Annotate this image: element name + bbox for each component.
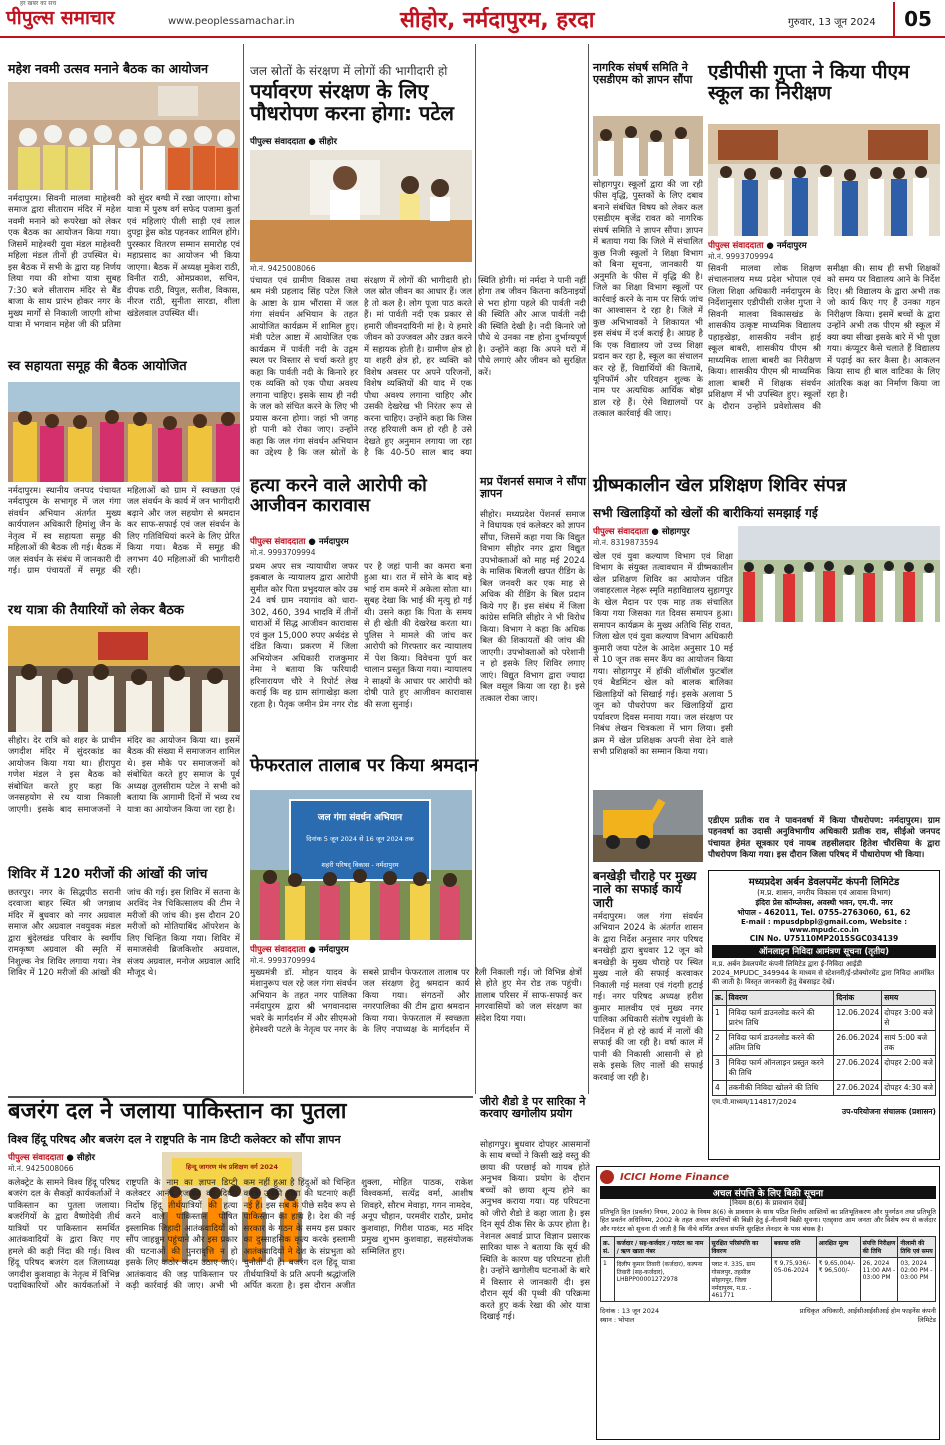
table-cell: प्लाट नं. 335, ग्राम गोसलपुर, तहसील सोहागपुर, जिला नर्मदापुरम, म.प्र. - 461771 — [709, 1258, 771, 1302]
photo-rath-yatra-meeting — [8, 626, 240, 732]
article-kicker-water: जल स्रोतों के संरक्षण में लोगों की भागीदारी हो — [250, 64, 448, 78]
tender-col-desc: विवरण — [726, 991, 834, 1006]
icici-intro: प्रतिभूति हित (प्रवर्तन) नियम, 2002 के नियम 8(6) के प्रावधान के साथ पठित वित्तीय आस्तियों का प्रतिभूतिकरण और पुनर्गठन तथा प्रतिभूति हित प्रवर्तन अधिनियम, 2002 के तहत अचल संपत्तियों की बिक्री हेतु ई-नीलामी बिक्री सूचना। एतद्द्वारा आम जनता और विशेष रूप से कर्जदार और गारंटर को सूचना दी जाती है कि नीचे वर्णित अचल संपत्ति सुरक्षित लेनदार के पास बंधक है। — [600, 1208, 936, 1233]
table-cell: 2 — [713, 1031, 727, 1056]
byline-place: नर्मदापुरम — [318, 537, 349, 547]
table-cell: निविदा फार्म ऑनलाइन प्रस्तुत करने की तिथि — [726, 1056, 834, 1081]
article-title-environment: पर्यावरण संरक्षण के लिए पौधरोपण करना होगा: पटेल — [250, 79, 454, 126]
table-cell: सायं 5:00 बजे तक — [882, 1031, 936, 1056]
article-body-adpc-gupta: सिवनी मालवा लोक शिक्षण संचालनालय मध्य प्रदेश भोपाल एवं जिला शिक्षा अधिकारी नर्मदापुरम के निर्देशानुसार एडीपीसी राजेश गुप्ता ने सिवनी मालवा विकासखंड के शासकीय उत्कृष्ट माध्यमिक विद्यालय पहाड़खेड़ा, शासकीय नवीन हाई स्कूल बाबरी, शासकीय पीएम श्री माध्यमिक शाला बाबरी का निरीक्षण किया। शासकीय पीएम श्री माध्यमिक शाला बाबरी में शिक्षक संवर्धन प्रशिक्षण में भी उपस्थित हुए। स्कूलों के दौरान उन्होंने प्रवेशोत्सव की समीक्षा की। साथ ही सभी शिक्षकों को समय पर विद्यालय आने के निर्देश दिए। श्री विद्यालय के द्वारा अभी तक जो कार्य किए गए हैं उनका गहन निरीक्षण किया। इसमें बच्चों के द्वारा उन्होंने अभी तक पीएम श्री स्कूल में क्या क्या सीखा इसके बारे में भी पूछा गया। कंप्यूटर कैसे चलाते हैं विद्यालय में पढ़ाई का स्तर कैसा है। आकलन किया साथ ही बाल वाटिका के लिए आंतरिक कक्ष का निर्माण किया जा रहा है। — [708, 264, 940, 412]
icici-table — [600, 1236, 936, 1302]
byline-place: सीहोर — [318, 137, 337, 147]
article-body-zero-shadow: सोहागपुर। बुधवार दोपहर आसमानों के साथ बच्चों ने किसी खड़े वस्तु की छाया की परछाई को गायब होते अनुभव किया। प्रयोग के दौरान बच्चों को छाया शून्य होने का अनुभव कराया गया। यह परिघटना को जीरो शैडो डे कहा जाता है। इस दिन सूर्य ठीक सिर के ऊपर होता है। नेशनल अवार्ड प्राप्त विज्ञान प्रसारक सारिका घारू ने बताया कि सूर्य की स्थिति के कारण यह परिघटना होती है। उन्होंने खगोलीय घटनाओं के बारे में विस्तार से जानकारी दी। इस दौरान सूर्य की पृथ्वी की परिक्रमा करते हुए कर्क रेखा की ओर यात्रा दिखाई गई। — [480, 1140, 590, 1323]
table-cell: 3 — [713, 1056, 727, 1081]
column-divider — [243, 44, 244, 1094]
table-cell: ₹ 9,75,936/- 05-06-2024 — [771, 1258, 816, 1302]
column-divider — [475, 44, 476, 1094]
column-divider — [588, 44, 589, 1094]
article-title-bajrang-dal: बजरंग दल ने जलाया पाकिस्तान का पुतला — [8, 1099, 347, 1124]
byline-bajrang-dal: पीपुल्स संवाददाता ● सीहोर — [8, 1153, 95, 1163]
table-cell: निविदा फार्म डाउनलोड करने की अंतिम तिथि — [726, 1031, 834, 1056]
photo-pm-school — [708, 124, 940, 236]
article-body-self-help-group: नर्मदापुरम। स्थानीय जनपद पंचायत नर्मदापुरम के सभागृह में जल गंगा संवर्धन अभियान अंतर्गत मुख्य कार्यपालन अधिकारी हिमांशु जैन के नेतृत्व में स्व सहायता समूह की महिलाओं की बैठक ली गई। बैठक में जल संवर्धन के संबंध में जानकारी दी गई। ग्राम पंचायतों में समूह की महिलाओं को ग्राम में स्वच्छता एवं जल संवर्धन के कार्य में जन भागीदारी बढ़ाने और जल सहयोग से श्रमदान कर साफ-सफाई एवं जल संवर्धन के लिए गतिविधियां करने के लिए प्रेरित किया गया। बैठक में समूह की लगभग 40 महिलाओं की भागीदारी रही। — [8, 486, 240, 577]
table-cell: 26.06.2024 — [834, 1031, 882, 1056]
byline-summer-camp: पीपुल्स संवाददाता ● सोहागपुर — [593, 527, 690, 537]
table-cell: दिलीप कुमार तिवारी (कर्जदार), कल्पना तिवारी (सह-कर्जदार), LHBPP00001272978 — [614, 1258, 709, 1302]
logo-tagline: हर खबर का सच — [20, 0, 57, 7]
photo-minister-patel — [250, 150, 472, 262]
icici-col: क्र. सं. — [601, 1237, 615, 1258]
article-body-rath-yatra: सीहोर। देर रात्रि को शहर के प्राचीन जगदीश मंदिर में सुंदरकांड का आयोजन किया गया था। हीरापुरा गणेश मंडल ने इस बैठक को संबोधित करते हुए कहा कि जनसहयोग से रथ यात्रा निकाली जाएगी। इसके बाद समाजजनों ने मंदिर का आयोजन किया था। इसमें बैठक की संख्या में समाजजन शामिल थे। इस मौके पर समाजजनों को संबोधित करते हुए समाज के पूर्व अध्यक्ष तुलसीराम पटेल ने सभी को बताया कि आगामी दिनों में भव्य रथ यात्रा का आयोजन किया जा रहा है। — [8, 736, 240, 815]
byline-place: नर्मदापुरम — [776, 241, 807, 251]
tender-ref: एम.पी.माध्यम/114817/2024 — [712, 1098, 797, 1107]
article-title-fefartal: फेफरताल तालाब पर किया श्रमदान — [250, 755, 479, 776]
photo-memorandum — [593, 116, 703, 176]
byline-place: सीहोर — [76, 1153, 95, 1163]
icici-title: अचल संपत्ति के लिए बिक्री सूचना — [600, 1186, 936, 1199]
district-heading: सीहोर, नर्मदापुरम, हरदा — [400, 8, 595, 33]
table-cell: ₹ 9,65,004/- ₹ 96,500/- — [816, 1258, 860, 1302]
icici-date: दिनांक : 13 जून 2024 — [600, 1307, 660, 1316]
article-title-murder-verdict: हत्या करने वाले आरोपी को आजीवन कारावास — [250, 475, 427, 517]
table-cell: 4 — [713, 1081, 727, 1096]
table-cell: 27.06.2024 — [834, 1081, 882, 1096]
tender-cin: CIN No. U75110MP2015SGC034139 — [749, 934, 899, 943]
article-title-nagrik-sangharsh: नागरिक संघर्ष समिति ने एसडीएम को ज्ञापन सौंपा — [593, 61, 693, 87]
article-body-murder-verdict: प्रथम अपर सत्र न्यायाधीश जफर इकबाल के न्यायालय द्वारा आरोपी सुमीत कोर पिता प्रभुदयाल कोर उम्र 24 वर्ष ग्राम नयागांव को धारा- 302, 460, 394 भादवि में तीनों धाराओं में सिद्ध आजीवन कारावास एवं कुल 15,000 रुपए अर्थदंड से दंडित किया। प्रकरण में जिला अभियोजन अधिकारी राजकुमार नेमा ने बताया कि फरियादी हरिनारायण चौरे ने रिपोर्ट लेख कराई कि वह ग्राम सांगाखेड़ा कला रहता है। पैतृक जमीन प्रेम नगर रोड पर है जहां पानी का कमरा बना हुआ था। रात में सोने के बाद बड़े भाई राम कमरे में अकेला सोता था। सुबह देखा कि भाई की मृत्यु हो गई थी। उसने कहा कि पिता के समय से ही खेती की देखरेख करता था। पुलिस ने मामले की जांच कर आरोपी को गिरफ्तार कर न्यायालय में पेश किया। विवेचना पूर्ण कर चालान प्रस्तुत किया गया। न्यायालय ने साक्ष्यों के आधार पर आरोपी को दोषी पाते हुए आजीवन कारावास की सजा सुनाई। — [250, 562, 472, 710]
article-body-summer-camp: खेल एवं युवा कल्याण विभाग एवं शिक्षा विभाग के संयुक्त तत्वावधान में ग्रीष्मकालीन खेल प्रशिक्षण शिविर का आयोजन पंडित जवाहरलाल नेहरू स्मृति महाविद्यालय सुहागपुर के खेल मैदान पर एक माह तक संचालित किया गया जिसका गत दिवस समापन हुआ। समापन कार्यक्रम के मुख्य अतिथि सिंह रावत, जिला खेल एवं युवा कल्याण विभाग अधिकारी कुमारी जया पटेल के आदेश अनुसार 10 मई से 10 जून तक समर कैंप का आयोजन किया गया। सोहागपुर में हॉकी वॉलीबॉल फुटबॉल एवं बैडमिंटन खेल को बालक बालिका खिलाड़ियों को सिखाई गई। इसके अलावा 5 जून को पौधरोपण कर खिलाड़ियों द्वारा पर्यावरण दिवस मनाया गया। जल संरक्षण पर निबंध लेखन चित्रकला में भाग लिया। इसी क्रम में खेल प्रशिक्षक अपनी सेवा देने वाले सभी प्रशिक्षकों का सम्मान किया गया। — [593, 552, 733, 757]
article-subtitle-summer-camp: सभी खिलाड़ियों को खेलों की बारीकियां समझाई गई — [593, 506, 818, 520]
byline-murder-verdict: पीपुल्स संवाददाता ● नर्मदापुरम — [250, 537, 349, 547]
table-cell: तकनीकी निविदा खोलने की तिथि — [726, 1081, 834, 1096]
table-cell: दोपहर 4:30 बजे — [882, 1081, 936, 1096]
article-title-pensioners: मप्र पेंशनर्स समाज ने सौंपा ज्ञापन — [480, 475, 586, 501]
article-title-rath-yatra: रथ यात्रा की तैयारियों को लेकर बैठक — [8, 603, 184, 618]
tender-notice-box — [708, 870, 940, 1160]
icici-place: स्थान : भोपाल — [600, 1316, 635, 1325]
article-title-bankhedi-drain: बनखेड़ी चौराहे पर मुख्य नाले का सफाई कार्य जारी — [593, 869, 697, 910]
icici-logo-icon — [600, 1170, 614, 1184]
table-row — [713, 1081, 936, 1096]
article-body-fefartal: मुख्यमंत्री डॉ. मोहन यादव के मंशानुरूप चल रहे जल गंगा संवर्धन अभियान के तहत नगर पालिका नर्मदापुरम द्वारा श्री भगवानदास भवरे के मार्गदर्शन में और सीएमओ हेमेश्वरी पटले के नेतृत्व पर नगर के सबसे प्राचीन फेफरताल तालाब पर जल संरक्षण हेतु श्रमदान कार्य किया गया। संगठनों और नगरपालिका की टीम द्वारा श्रमदान किया गया। फेफरताल में स्वच्छता के लिए नपाध्यक्ष के मार्गदर्शन में रैली निकाली गई। जो विभिन्न क्षेत्रों से होते हुए मेन रोड तक पहुंची। तालाब परिसर में साफ-सफाई कर नगरवासियों को जल संरक्षण का संदेश दिया गया। — [250, 968, 582, 1036]
article-body-bankhedi-drain: नर्मदापुरम। जल गंगा संवर्धन अभियान 2024 के अंतर्गत शासन के द्वारा निर्देश अनुसार नगर परिषद बनखेड़ी द्वारा बुधवार 12 जून को बनखेड़ी के मुख्य चौराहे पर स्थित मुख्य नाले की सफाई करवाकर निकाली गई मलवा एवं गंदगी हटाई गई। नगर परिषद अध्यक्ष हरीश कुमार मालवीय एवं मुख्य नगर पालिका अधिकारी संतोष रघुवंशी के निर्देशन में हो रहे कार्य में नालों की सफाई की जा रही है। वर्षा काल में पानी की निकासी आसानी से हो सके इसके लिए नालों की सफाई करवाई जा रही है। — [593, 912, 703, 1083]
table-cell: 12.06.2024 — [834, 1006, 882, 1031]
tender-email: E-mail : mpusdpbpl@gmail.com, Website : www.mpudc.co.in — [740, 918, 908, 934]
tender-table — [712, 990, 936, 1096]
tender-address: इंदिरा प्रेस कॉम्प्लेक्स, अवस्थी भवन, एम.पी. नगर — [755, 898, 893, 907]
tender-heading: ऑनलाइन निविदा आमंत्रण सूचना (तृतीय) — [712, 945, 936, 958]
photo-shg-meeting — [8, 382, 240, 482]
website-link[interactable]: www.peoplessamachar.in — [168, 16, 295, 27]
icici-col: संपत्ति निरीक्षण की तिथि — [860, 1237, 898, 1258]
tender-col-time: समय — [882, 991, 936, 1006]
reporter-mobile: मो.नं. 9993709994 — [250, 548, 316, 557]
article-title-adpc-gupta: एडीपीसी गुप्ता ने किया पीएम स्कूल का निरीक्षण — [708, 61, 910, 105]
byline-place: सोहागपुर — [661, 527, 690, 537]
article-body-mahesh-navami: नर्मदापुरम। सिवनी मालवा माहेश्वरी समाज द्वारा सीताराम मंदिर में महेश नवमी मनाने को रूपरेखा को लेकर एक बैठक का आयोजन किया गया। जिसमें माहेश्वरी युवा मंडल माहेश्वरी महिला मंडल तीनों ही उपस्थित थे। इस बैठक में सभी के द्वारा यह निर्णय लिया गया की शोभा यात्रा सुबह 7:30 बजे सीताराम मंदिर से बैंड बाजा के साथ प्रारंभ होकर नगर के मुख्य मार्गों से निकाली जाएगी शोभा यात्रा में भगवान महेश जी की प्रतिमा को सुंदर बग्घी में रखा जाएगा। शोभा यात्रा में पुरुष वर्ग सफेद पजामा कुर्ता एवं महिलाएं पीली साड़ी एवं लाल दुपट्टा ड्रेस कोड पहनकर शामिल होंगे। पुरस्कार वितरण सम्मान समारोह एवं महाप्रसाद का आयोजन भी किया जाएगा। बैठक में अध्यक्ष मुकेश राठी, विनीत राठी, ओमप्रकाश, सचिन, दीपक राठी, विपुल, सतीश, विकास, नीरज राठी, सुनीता सारडा, शीला खंडेलवाल उपस्थित थीं। — [8, 194, 240, 331]
table-row — [713, 1031, 936, 1056]
table-cell: 27.06.2024 — [834, 1056, 882, 1081]
table-cell: दोपहर 3:00 बजे से — [882, 1006, 936, 1031]
banner-jal-ganga: जल गंगा संवर्धन अभियान — [317, 813, 403, 823]
byline-adpc-gupta: पीपुल्स संवाददाता ● नर्मदापुरम — [708, 241, 807, 251]
banner-hindu-jagran: हिन्दू जागरण मंच प्रशिक्षण वर्ग 2024 — [186, 1163, 278, 1171]
table-cell: 03, 2024 02:00 PM - 03:00 PM — [898, 1258, 936, 1302]
table-cell: 26, 2024 11:00 AM - 03:00 PM — [860, 1258, 898, 1302]
article-title-summer-camp: ग्रीष्मकालीन खेल प्रशिक्षण शिविर संपन्न — [593, 475, 847, 496]
icici-footer — [600, 1306, 936, 1324]
article-body-summer-camp-continued — [738, 626, 940, 808]
tender-col-no: क्र. — [713, 991, 727, 1006]
article-title-mahesh-navami: महेश नवमी उत्सव मनाने बैठक का आयोजन — [8, 61, 209, 76]
table-row — [713, 1056, 936, 1081]
photo-fefartal-shramdan — [250, 790, 472, 940]
photo-mahesh-meeting — [8, 82, 240, 190]
icici-subtitle: [नियम 8(6) के प्रावधान देखें] — [729, 1199, 807, 1207]
reporter-mobile: मो.नं. 9425008066 — [8, 1164, 74, 1173]
article-body-environment: पंचायत एवं ग्रामीण विकास तथा श्रम मंत्री प्रहलाद सिंह पटेल जिले के आष्टा के ग्राम भौंरासा में जल गंगा संवर्धन अभियान के तहत आयोजित कार्यक्रम में शामिल हुए। मंत्री पटेल आष्टा में आयोजित एक कार्यक्रम में पार्वती नदी के उद्गम स्थल पर विस्तार से चर्चा करते हुए कहा कि पार्वती नदी के किनारे हर एक व्यक्ति को एक पौधा अवश्य लगाना चाहिए। इसके साथ ही नदी के जल को संचित करने के लिए भी प्रयास करना होगा। जहां भी जगह हो पानी को रोका जाए। उन्होंने कहा कि जल गंगा संवर्धन अभियान का उद्देश्य है कि जल स्रोतों के संरक्षण में लोगों की भागीदारी हो। जल स्रोत जीवन का आधार हैं। जल है तो कल है। लोग पूजा पाठ करते हैं। मां पार्वती नदी एक प्रकार से हमारी जीवनदायिनी मां है। ये हमारे जीवन को उज्जवल और उन्नत करने में सहायक होती है। ग्रामीण क्षेत्र हो या शहरी क्षेत्र हो, हर व्यक्ति को विशेष अवसर पर अपने परिजनों, विशेष व्यक्तियों की याद में एक पौधा अवश्य लगाना चाहिए और उसकी देखरेख भी निरंतर रूप से करना चाहिए। उन्होंने कहा कि जिस तरह हरियाली कम हो रही है उसे देखते हुए अनुमान लगाया जा रहा है कि 40-50 साल बाद क्या स्थिति होगी। मां नर्मदा ने पानी नहीं होगा तब जीवन कितना कठिनाइयों से भरा होगा पहले की पार्वती नदी की स्थिति और आज पार्वती नदी की स्थिति देखी है। नदी किनारे जो पौधे थे उनका नष्ट होना दुर्भाग्यपूर्ण है। उन्होंने कहा कि अपने घरों में पौधे लगाएं और जीवन को सुरक्षित करें। — [250, 276, 586, 459]
reporter-mobile: मो.नं. 9993709994 — [708, 252, 774, 261]
tender-city: भोपाल - 462011, Tel. 0755-2763060, 61, 62 — [737, 908, 911, 917]
article-body-nagrik-sangharsh: सोहागपुर। स्कूलों द्वारा की जा रही फीस वृद्धि, पुस्तकों के लिए दबाव बनाने संबंधित विषय को लेकर कल एसडीएम बृजेंद्र रावत को नागरिक संघर्ष समिति ने ज्ञापन सौंपा। ज्ञापन में बताया गया कि जिले में संचालित कुछ निजी स्कूलों ने शिक्षा विभाग को बिना सूचना, जानकारी या अनुमति के फीस में वृद्धि की है। जिले का शिक्षा विभाग स्कूलों पर कार्रवाई करने के नाम पर सिर्फ जांच का आश्वासन दे रहा है। जिले में कुछ अभिभावकों ने शिकायत भी इस संबंध में दर्ज कराई है। आग्रह है कि एक विद्यालय जो उच्च शिक्षा प्रदान कर रहा है, स्कूल का संचालन कर रहे हैं, विद्यार्थियों की किताबें, यूनिफॉर्म और परिवहन शुल्क के नाम पर अत्यधिक आर्थिक बोझ डाल रहे हैं। ऐसे विद्यालयों पर तत्काल कार्रवाई की जाए। — [593, 180, 703, 420]
article-title-zero-shadow: जीरो शैडो डे पर सारिका ने करवाए खगोलीय प्रयोग — [480, 1095, 586, 1121]
article-body-pensioners: सीहोर। मध्यप्रदेश पेंशनर्स समाज ने विधायक एवं कलेक्टर को ज्ञापन सौंपा, जिसमें कहा गया कि विद्युत विभाग सीहोर नगर द्वारा विद्युत उपभोक्ताओं को माह मई 2024 के मासिक बिजली खपत रीडिंग के बिल जनवरी कर एक माह से अधिक की रीडिंग के बिल प्रदान किये गए हैं। इस संबंध में जिला कांग्रेस समिति सीहोर ने भी विरोध किया। विभाग ने कहा कि अधिक बिल की शिकायतों की जांच की जाएगी। उपभोक्ताओं को परेशानी न हो इसके लिए शिविर लगाए जाएं। विद्युत विभाग द्वारा ज्यादा बिल वसूल किया जा रहा है। इसे तत्काल रोका जाए। — [480, 510, 585, 704]
table-row — [601, 1258, 936, 1302]
icici-signatory: प्राधिकृत अधिकारी, आईसीआईसीआई होम फाइनेंस कंपनी लिमिटेड — [799, 1307, 936, 1325]
byline-fefartal: पीपुल्स संवाददाता ● नर्मदापुरम — [250, 945, 349, 955]
icici-sale-notice — [596, 1166, 940, 1440]
byline-desk: पीपुल्स संवाददाता — [250, 137, 306, 147]
issue-date: गुरुवार, 13 जून 2024 — [788, 17, 876, 28]
icici-brand: ICICI Home Finance — [620, 1171, 730, 1183]
tender-company-sub: (म.प्र. शासन, नगरीय विकास एवं आवास विभाग) — [757, 888, 891, 897]
masthead — [0, 0, 945, 38]
byline-place: नर्मदापुरम — [318, 945, 349, 955]
icici-col: नीलामी की तिथि एवं समय — [898, 1237, 936, 1258]
section-divider — [8, 1096, 473, 1098]
reporter-mobile: मो.नं. 9993709994 — [250, 956, 316, 965]
banner-jal-ganga-footer: शहरी परिषद् विकास - नर्मदापुरम — [321, 861, 399, 869]
reporter-mobile: मो.नं. 8319873594 — [593, 538, 659, 547]
table-cell: 1 — [713, 1006, 727, 1031]
icici-col: सुरक्षित परिसंपत्ति का विवरण — [709, 1237, 771, 1258]
table-row — [713, 1006, 936, 1031]
table-cell: दोपहर 2:00 बजे — [882, 1056, 936, 1081]
tender-footer: उप-परियोजना संचालक (प्रशासन) — [842, 1107, 936, 1117]
icici-header — [600, 1170, 936, 1184]
table-cell: 1 — [601, 1258, 615, 1302]
article-body-bajrang-dal: कलेक्ट्रेट के सामने विश्व हिंदू परिषद बजरंग दल के सैकड़ों कार्यकर्ताओं ने पाकिस्तान का पुतला जलाया। बजरंगियों के द्वारा वैष्णोदेवी तीर्थ यात्रियों पर पाकिस्तान समर्थित आतंकवादियों के द्वारा किए गए हमले की कड़ी निंदा की गई। विश्व हिंदू परिषद बजरंग दल जिलाध्यक्ष जगदीश कुशवाहा के नेतृत्व में विभिन्न पदाधिकारियों और कार्यकर्ताओं ने राष्ट्रपति के नाम का ज्ञापन डिप्टी कलेक्टर आनंद रजावत को दिया। निर्दोष हिंदू तीर्थयात्रियों की हत्या करने वाले पाकिस्तान पोषित इस्लामिक जिहादी आतंकवादियों को सौंप जाहन्नुम पहुंचाने और इस प्रकार की घटनाओं की पुनरावृत्ति न हो इसके लिए कठोर कदम उठाए जाएं। आतंकवाद की जड़ पाकिस्तान पर कड़ी कार्रवाई की जाए। अभी भी कम नहीं हुआ है हिंदुओं को चिन्हित करके उनकी हत्या की घटनाएं कहीं नई हैं। इस सब के पीछे सदैव रूप से पाकिस्तान का हाथ है। देश की नई सरकार के गठन के समय इस प्रकार का दुस्साहसिक कृत्य करके इस्लामी आतंकवादियों ने देश के संप्रभुता को चुनौती दी है। बजरंग दल हिंदू यात्रा तीर्थयात्रियों के प्रति अपनी श्रद्धांजलि अर्पित करता है। इस दौरान अजीत शुक्ला, मोहित पाठक, राकेश विश्वकर्मा, सत्येंद्र वर्मा, आशीष शिवहरे, सौरभ मेवाड़ा, गगन नामदेव, अनूप चौहान, परमवीर राठौर, प्रमोद कुशवाहा, गिरीश पाठक, मठ मंदिर प्रमुख शुभम कुशवाहा, सहसंयोजक सम्मिलित हुए। — [8, 1178, 473, 1292]
tender-company: मध्यप्रदेश अर्बन डेवलपमेंट कंपनी लिमिटेड — [748, 877, 900, 888]
tender-intro: म.प्र. अर्बन डेवलपमेंट कंपनी लिमिटेड द्वारा ई-निविदा आईडी 2024_MPUDC_349944 के माध्यम से स्टेशनरी/ई-प्रोक्योरमेंट द्वारा निविदा आमंत्रित की जाती है। विस्तृत जानकारी हेतु वेबसाइट देखें। — [712, 960, 935, 987]
icici-col: बकाया राशि — [771, 1237, 816, 1258]
icici-col: आरक्षित मूल्य — [816, 1237, 860, 1258]
tender-col-date: दिनांक — [834, 991, 882, 1006]
article-body-eye-camp: छतरपुर। नगर के सिद्धपीठ सरानी दरवाजा बाहर स्थित श्री जगन्नाथ मंदिर में बुधवार को नगर अग्रवाल समाज और अग्रवाल नवयुवक मंडल द्वारा बुंदेलखंड परिवार के स्वर्गीय रामकृष्ण अग्रवाल की स्मृति में निशुल्क नेत्र शिविर लगाया गया। नेत्र शिविर में 120 मरीजों की आंखों की जांच की गई। इस शिविर में सतना के अरविंद नेत्र चिकित्सालय की टीम ने मरीजों की जांच की। इस दौरान 20 मरीजों को मोतियाबिंद ऑपरेशन के लिए चिन्हित किया गया। शिविर में समाजसेवी ब्रिजकिशोर अग्रवाल, संजय अग्रवाल, मनोज अग्रवाल आदि मौजूद थे। — [8, 888, 240, 979]
article-title-self-help-group: स्व सहायता समूह की बैठक आयोजित — [8, 359, 187, 374]
notice-adm-plantation: एडीएम प्रतीक राव ने पावनवर्षा में किया पौधरोपण: नर्मदापुरम। ग्राम पहनवर्षा का उदासी अनुविभागीय अधिकारी प्रतीक राव, सीईओ जनपद पंचायत हेमंत सूत्रकार एवं नायब तहसीलदार हितेश चौरसिया के द्वारा पौधरोपण किया गया। इस दौरान जिला परिषद में पौधारोपण भी किया। — [708, 816, 940, 861]
photo-summer-camp — [738, 526, 940, 622]
page-number: 05 — [893, 2, 941, 36]
table-cell: निविदा फार्म डाउनलोड करने की प्रारंभ तिथि — [726, 1006, 834, 1031]
reporter-mobile: मो.नं. 9425008066 — [250, 264, 316, 273]
newspaper-logo: पीपुल्स समाचार — [6, 7, 115, 29]
banner-jal-ganga-dates: दिनांक 5 जून 2024 से 16 जून 2024 तक — [306, 835, 414, 843]
byline-environment: पीपुल्स संवाददाता ● सीहोर — [250, 137, 337, 147]
article-subtitle-bajrang-dal: विश्व हिंदू परिषद और बजरंग दल ने राष्ट्रपति के नाम डिप्टी कलेक्टर को सौंपा ज्ञापन — [8, 1133, 341, 1146]
icici-col: कर्जदार / सह-कर्जदार / गारंटर का नाम / ऋण खाता नंबर — [614, 1237, 709, 1258]
article-title-eye-camp: शिविर में 120 मरीजों की आंखों की जांच — [8, 867, 208, 882]
